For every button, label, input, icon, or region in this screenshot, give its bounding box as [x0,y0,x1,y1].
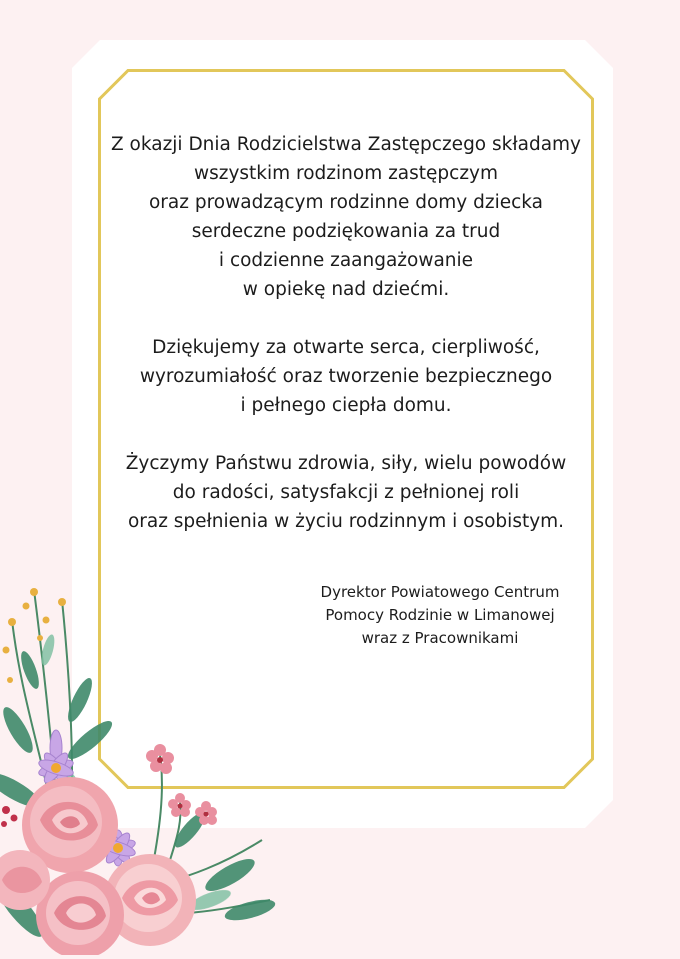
message-line: Życzymy Państwu zdrowia, siły, wielu powodów [125,453,567,474]
message-line: i pełnego ciepła domu. [240,395,452,416]
message-line: wyrozumiałość oraz tworzenie bezpiecznego [139,366,553,387]
signature-line: Dyrektor Powiatowego Centrum [320,583,560,601]
message-paragraph-1 [98,130,594,304]
message-line: w opiekę nad dziećmi. [242,279,450,300]
message-line: wszystkim rodzinom zastępczym [193,163,499,184]
greeting-message [98,130,594,565]
message-line: Z okazji Dnia Rodzicielstwa Zastępczego składamy [110,134,582,155]
signature-line: wraz z Pracownikami [361,629,519,647]
message-line: oraz prowadzącym rodzinne domy dziecka [148,192,543,213]
message-paragraph-2 [98,333,594,420]
signature-line: Pomocy Rodzinie w Limanowej [325,606,555,624]
message-line: serdeczne podziękowania za trud [191,221,501,242]
signature-block [300,581,580,650]
message-paragraph-3 [98,449,594,536]
message-line: do radości, satysfakcji z pełnionej roli [172,482,520,503]
message-line: oraz spełnienia w życiu rodzinnym i osobistym. [127,511,565,532]
floral-bouquet-icon [0,580,280,955]
message-line: Dziękujemy za otwarte serca, cierpliwość, [152,337,540,358]
message-line: i codzienne zaangażowanie [218,250,474,271]
